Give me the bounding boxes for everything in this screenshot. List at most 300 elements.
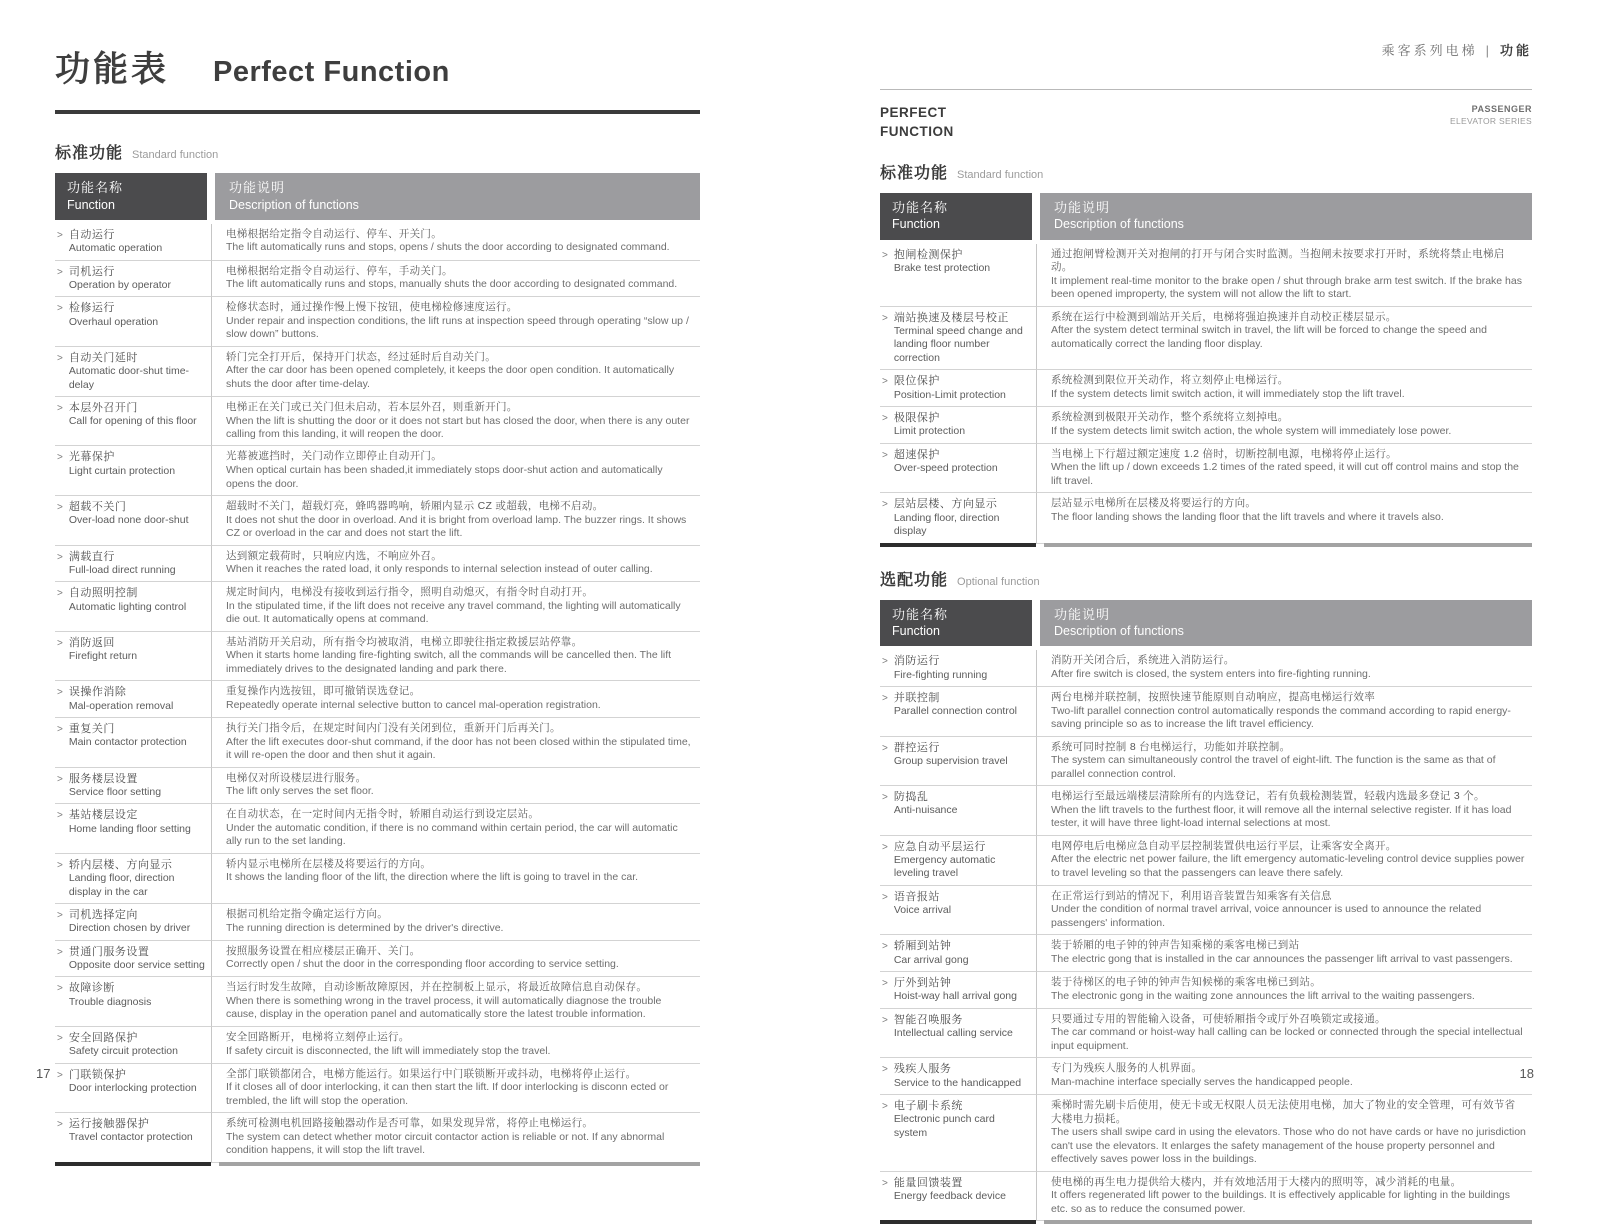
function-desc-cell — [1036, 307, 1532, 371]
function-name-en: Electronic punch card system — [894, 1113, 1030, 1140]
table-header-function — [880, 600, 1032, 647]
function-name-zh: 限位保护 — [894, 374, 1006, 388]
chevron-marker-icon: > — [882, 741, 888, 782]
function-desc-zh: 超载时不关门，超载灯亮，蜂鸣器鸣响，轿厢内显示 CZ 或超载，电梯不启动。 — [226, 500, 694, 514]
table-row — [55, 941, 700, 978]
chevron-marker-icon: > — [882, 448, 888, 489]
function-name-cell — [55, 854, 211, 904]
function-desc-zh: 在正常运行到站的情况下，利用语音装置告知乘客有关信息 — [1051, 890, 1526, 904]
table-header — [55, 173, 700, 220]
function-name-zh: 超速保护 — [894, 448, 998, 462]
chevron-marker-icon: > — [57, 1068, 63, 1109]
table-row — [880, 650, 1532, 687]
chevron-marker-icon: > — [882, 248, 888, 302]
chevron-marker-icon: > — [57, 685, 63, 713]
function-name-zh: 智能召唤服务 — [894, 1013, 1013, 1027]
function-name-cell — [55, 632, 211, 682]
function-name-zh: 误操作消除 — [69, 685, 173, 699]
table-body — [880, 244, 1532, 544]
function-desc-en: The users shall swipe card in using the elevators. Those who do not have cards or have no jurisdiction can't use the elevators. It enlarges the safety management of the house property personnel and effectively saves power loss in the buildings. — [1051, 1126, 1526, 1166]
page-title-zh: 功能表 — [55, 42, 169, 92]
table-row — [55, 1064, 700, 1114]
table-row — [880, 737, 1532, 787]
function-name-cell — [55, 977, 211, 1027]
function-name-en: Terminal speed change and landing floor number correction — [894, 325, 1030, 365]
function-name-zh: 能量回馈装置 — [894, 1176, 1006, 1190]
function-name-cell — [55, 261, 211, 298]
function-desc-cell — [1036, 836, 1532, 886]
chevron-marker-icon: > — [57, 301, 63, 342]
function-desc-en: Repeatedly operate internal selective button to cancel mal-operation registration. — [226, 699, 694, 712]
function-desc-cell — [211, 261, 700, 298]
function-desc-cell — [1036, 737, 1532, 787]
function-desc-zh: 电网停电后电梯应急自动平层控制装置供电运行平层，让乘客安全离开。 — [1051, 840, 1526, 854]
function-name-cell — [880, 1009, 1036, 1059]
function-name-zh: 消防运行 — [894, 654, 987, 668]
function-desc-en: The system can detect whether motor circuit contactor action is reliable or not. If any abnormal condition happens, it will stop the lift travel. — [226, 1131, 694, 1158]
function-name-cell — [880, 407, 1036, 444]
function-name-cell — [55, 941, 211, 978]
chevron-marker-icon: > — [57, 1117, 63, 1158]
chevron-marker-icon: > — [57, 772, 63, 800]
function-name-cell — [880, 786, 1036, 836]
function-name-cell — [880, 687, 1036, 737]
table-row — [880, 307, 1532, 371]
brand-label — [1450, 104, 1532, 127]
chevron-marker-icon: > — [882, 790, 888, 831]
function-desc-cell — [1036, 407, 1532, 444]
table-row — [55, 768, 700, 805]
function-name-zh: 轿内层楼、方向显示 — [69, 858, 205, 872]
header-function-zh: 功能名称 — [892, 606, 1022, 624]
function-name-zh: 基站楼层设定 — [69, 808, 191, 822]
chevron-marker-icon: > — [57, 351, 63, 392]
function-desc-en: When it starts home landing fire-fighting switch, all the commands will be cancelled then. The lift immediately drives to the designated landing and park there. — [226, 649, 694, 676]
table-row — [880, 370, 1532, 407]
table-body — [880, 650, 1532, 1221]
function-desc-en: It implement real-time monitor to the brake open / shut through brake arm test switch. If the brake has been opened improperty, the system will not allow the lift to start. — [1051, 275, 1526, 302]
chevron-marker-icon: > — [882, 374, 888, 402]
function-desc-zh: 装于待梯区的电子钟的钟声告知候梯的乘客电梯已到站。 — [1051, 976, 1526, 990]
chevron-marker-icon: > — [882, 497, 888, 538]
function-name-cell — [55, 768, 211, 805]
chevron-marker-icon: > — [882, 890, 888, 931]
table-row — [55, 977, 700, 1027]
function-desc-en: After the car door has been opened completely, it keeps the door open condition. It automatically shuts the door after time-delay. — [226, 364, 694, 391]
function-name-en: Home landing floor setting — [69, 823, 191, 836]
function-name-en: Landing floor, direction display in the car — [69, 872, 205, 899]
function-desc-en: If it closes all of door interlocking, it can then start the lift. If door interlocking is disconn ected or trembled, the lift will stop the operation. — [226, 1081, 694, 1108]
function-name-zh: 超载不关门 — [69, 500, 189, 514]
function-desc-cell — [1036, 786, 1532, 836]
function-desc-cell — [211, 718, 700, 768]
chevron-marker-icon: > — [882, 411, 888, 439]
chevron-marker-icon: > — [57, 265, 63, 293]
function-desc-en: When the lift travels to the furthest floor, it will remove all the internal selective register. If it has load tester, it will have three light-load internal selections at most. — [1051, 804, 1526, 831]
function-name-en: Operation by operator — [69, 279, 171, 292]
function-desc-cell — [1036, 1009, 1532, 1059]
function-name-cell — [55, 1113, 211, 1163]
function-name-cell — [880, 935, 1036, 972]
optional-function-table — [880, 600, 1532, 1224]
function-name-cell — [55, 397, 211, 447]
function-name-cell — [880, 244, 1036, 307]
function-desc-en: The lift only serves the set floor. — [226, 785, 694, 798]
function-name-zh: 群控运行 — [894, 741, 1008, 755]
function-name-cell — [55, 582, 211, 632]
function-desc-zh: 电梯运行至最远端楼层清除所有的内选登记，若有负载检测装置，轻载内选最多登记 3 个。 — [1051, 790, 1526, 804]
function-desc-en: The lift automatically runs and stops, manually shuts the door according to designated command. — [226, 278, 694, 291]
chevron-marker-icon: > — [57, 500, 63, 541]
page-number-left: 17 — [36, 1066, 50, 1081]
function-name-zh: 司机选择定向 — [69, 908, 190, 922]
function-name-zh: 服务楼层设置 — [69, 772, 161, 786]
table-header-function — [880, 193, 1032, 240]
section-standard-function-right — [880, 160, 1532, 183]
function-desc-cell — [211, 496, 700, 546]
chevron-marker-icon: > — [882, 691, 888, 732]
function-name-cell — [880, 737, 1036, 787]
header-breadcrumb — [880, 40, 1532, 59]
function-name-en: Travel contactor protection — [69, 1131, 193, 1144]
function-desc-zh: 轿门完全打开后，保持开门状态，经过延时后自动关门。 — [226, 351, 694, 365]
function-name-en: Limit protection — [894, 425, 965, 438]
section-label-zh: 标准功能 — [880, 160, 948, 183]
header-description-zh: 功能说明 — [1054, 199, 1522, 217]
table-header — [880, 600, 1532, 647]
function-name-en: Trouble diagnosis — [69, 996, 152, 1009]
table-row — [880, 935, 1532, 972]
function-desc-zh: 重复操作内选按钮，即可撤销误选登记。 — [226, 685, 694, 699]
table-row — [55, 347, 700, 397]
header-function-zh: 功能名称 — [67, 179, 197, 197]
table-row — [55, 1113, 700, 1163]
function-name-zh: 厅外到站钟 — [894, 976, 1017, 990]
function-desc-cell — [211, 546, 700, 583]
function-desc-zh: 基站消防开关启动，所有指令均被取消，电梯立即驶往指定救援层站停靠。 — [226, 636, 694, 650]
function-name-cell — [55, 681, 211, 718]
function-desc-cell — [211, 297, 700, 347]
table-row — [880, 687, 1532, 737]
function-desc-zh: 装于轿厢的电子钟的钟声告知乘梯的乘客电梯已到站 — [1051, 939, 1526, 953]
function-name-zh: 运行接触器保护 — [69, 1117, 193, 1131]
standard-function-table-right — [880, 193, 1532, 547]
table-header-description — [1040, 600, 1532, 647]
chevron-marker-icon: > — [882, 976, 888, 1004]
function-name-zh: 残疾人服务 — [894, 1062, 1021, 1076]
function-desc-en: The electric gong that is installed in the car announces the passenger lift arrival to vast passengers. — [1051, 953, 1526, 966]
table-row — [55, 854, 700, 904]
chevron-marker-icon: > — [882, 1013, 888, 1054]
standard-function-table-left — [55, 173, 700, 1166]
function-name-en: Emergency automatic leveling travel — [894, 854, 1030, 881]
chevron-marker-icon: > — [57, 401, 63, 442]
title-rule — [55, 110, 700, 114]
function-name-en: Opposite door service setting — [69, 959, 205, 972]
page-left — [55, 0, 700, 1166]
table-row — [55, 804, 700, 854]
function-desc-cell — [1036, 687, 1532, 737]
function-desc-cell — [211, 582, 700, 632]
function-name-cell — [55, 1027, 211, 1064]
chevron-marker-icon: > — [57, 981, 63, 1022]
function-name-zh: 自动照明控制 — [69, 586, 186, 600]
function-name-en: Parallel connection control — [894, 705, 1017, 718]
table-end-rule-gray — [1044, 543, 1532, 547]
function-desc-cell — [211, 681, 700, 718]
table-end-rule-dark — [880, 543, 1036, 547]
function-desc-en: If the system detects limit switch action, it will immediately stop the lift travel. — [1051, 388, 1526, 401]
function-desc-cell — [1036, 650, 1532, 687]
function-desc-cell — [211, 904, 700, 941]
page-right — [880, 0, 1532, 1224]
function-desc-en: After the electric net power failure, the lift emergency automatic-leveling control device supplies power to travel leveling so that the passengers can leave there safely. — [1051, 853, 1526, 880]
function-name-zh: 抱闸检测保护 — [894, 248, 990, 262]
table-row — [880, 444, 1532, 494]
function-name-en: Landing floor, direction display — [894, 512, 1030, 539]
function-name-zh: 并联控制 — [894, 691, 1017, 705]
function-name-en: Safety circuit protection — [69, 1045, 178, 1058]
function-name-cell — [55, 297, 211, 347]
table-end-rule-gray — [219, 1162, 700, 1166]
table-end-rule — [55, 1162, 700, 1166]
chevron-marker-icon: > — [882, 840, 888, 881]
function-name-zh: 应急自动平层运行 — [894, 840, 1030, 854]
table-header-function — [55, 173, 207, 220]
function-name-en: Car arrival gong — [894, 954, 969, 967]
function-name-cell — [880, 836, 1036, 886]
chevron-marker-icon: > — [57, 550, 63, 578]
function-desc-zh: 规定时间内，电梯没有接收到运行指令，照明自动熄灭，有指令时自动打开。 — [226, 586, 694, 600]
table-end-rule — [880, 1220, 1532, 1224]
table-end-rule-gray — [1044, 1220, 1532, 1224]
function-name-cell — [880, 886, 1036, 936]
function-desc-cell — [1036, 1058, 1532, 1095]
function-desc-zh: 当电梯上下行超过额定速度 1.2 倍时，切断控制电源，电梯将停止运行。 — [1051, 448, 1526, 462]
function-desc-en: Under the condition of normal travel arrival, voice announcer is used to announce the related passengers' information. — [1051, 903, 1526, 930]
function-desc-cell — [1036, 1095, 1532, 1172]
chevron-marker-icon: > — [57, 450, 63, 491]
function-desc-zh: 系统检测到极限开关动作，整个系统将立刻掉电。 — [1051, 411, 1526, 425]
function-name-cell — [880, 444, 1036, 494]
chevron-marker-icon: > — [57, 908, 63, 936]
function-name-zh: 层站层楼、方向显示 — [894, 497, 1030, 511]
table-row — [55, 397, 700, 447]
function-desc-cell — [211, 804, 700, 854]
function-desc-en: Under repair and inspection conditions, the lift runs at inspection speed through operating “slow up / slow down” buttons. — [226, 315, 694, 342]
function-name-en: Overhaul operation — [69, 316, 158, 329]
function-desc-en: If the system detects limit switch action, the whole system will immediately lose power. — [1051, 425, 1526, 438]
function-desc-en: The lift automatically runs and stops, opens / shuts the door according to designated command. — [226, 241, 694, 254]
function-name-en: Service to the handicapped — [894, 1077, 1021, 1090]
function-name-en: Group supervision travel — [894, 755, 1008, 768]
table-row — [880, 972, 1532, 1009]
function-desc-cell — [211, 941, 700, 978]
function-name-cell — [880, 307, 1036, 371]
function-name-en: Service floor setting — [69, 786, 161, 799]
function-desc-en: The electronic gong in the waiting zone announces the lift arrival to the waiting passengers. — [1051, 990, 1526, 1003]
table-end-rule-dark — [55, 1162, 211, 1166]
function-name-en: Call for opening of this floor — [69, 415, 197, 428]
function-name-zh: 安全回路保护 — [69, 1031, 178, 1045]
table-row — [880, 1172, 1532, 1222]
function-name-cell — [55, 546, 211, 583]
function-name-zh: 司机运行 — [69, 265, 171, 279]
table-row — [880, 786, 1532, 836]
function-name-zh: 光幕保护 — [69, 450, 175, 464]
function-desc-cell — [211, 854, 700, 904]
function-name-zh: 轿厢到站钟 — [894, 939, 969, 953]
function-name-zh: 本层外召开门 — [69, 401, 197, 415]
chevron-marker-icon: > — [57, 945, 63, 973]
table-header-description — [215, 173, 700, 220]
function-name-cell — [880, 1172, 1036, 1222]
function-desc-cell — [211, 347, 700, 397]
table-end-rule-dark — [880, 1220, 1036, 1224]
function-desc-zh: 通过抱闸臂检测开关对抱闸的打开与闭合实时监测。当抱闸未按要求打开时，系统将禁止电梯启动。 — [1051, 248, 1526, 275]
function-desc-zh: 按照服务设置在相应楼层正确开、关门。 — [226, 945, 694, 959]
function-desc-cell — [211, 224, 700, 261]
function-desc-zh: 专门为残疾人服务的人机界面。 — [1051, 1062, 1526, 1076]
function-name-cell — [55, 1064, 211, 1114]
header-description-zh: 功能说明 — [1054, 606, 1522, 624]
section-label-zh: 选配功能 — [880, 567, 948, 590]
function-desc-cell — [211, 1064, 700, 1114]
table-row — [880, 1095, 1532, 1172]
function-name-en: Main contactor protection — [69, 736, 187, 749]
section-label-zh: 标准功能 — [55, 140, 123, 163]
function-name-en: Mal-operation removal — [69, 700, 173, 713]
function-name-zh: 检修运行 — [69, 301, 158, 315]
table-row — [880, 407, 1532, 444]
function-desc-zh: 电梯根据给定指令自动运行、停车，手动关门。 — [226, 265, 694, 279]
chevron-marker-icon: > — [57, 636, 63, 677]
function-desc-zh: 系统可检测电机回路接触器动作是否可靠，如果发现异常，将停止电梯运行。 — [226, 1117, 694, 1131]
table-row — [55, 904, 700, 941]
function-name-cell — [55, 446, 211, 496]
function-desc-zh: 乘梯时需先刷卡后使用，使无卡或无权限人员无法使用电梯，加大了物业的安全管理，可有效节省大楼电力损耗。 — [1051, 1099, 1526, 1126]
function-name-zh: 故障诊断 — [69, 981, 152, 995]
function-desc-en: Two-lift parallel connection control automatically responds the command according to rapid energy-saving principle so as to increase the lift travel efficiency. — [1051, 705, 1526, 732]
function-name-zh: 电子刷卡系统 — [894, 1099, 1030, 1113]
chevron-marker-icon: > — [57, 586, 63, 627]
chevron-marker-icon: > — [57, 228, 63, 256]
perfect-function-heading — [880, 104, 954, 142]
function-desc-zh: 只要通过专用的智能输入设备，可使轿厢指令或厅外召唤锁定或接通。 — [1051, 1013, 1526, 1027]
function-desc-en: It shows the landing floor of the lift, the direction where the lift is going to travel in the car. — [226, 871, 694, 884]
function-desc-en: When optical curtain has been shaded,it immediately stops door-shut action and automatically opens the door. — [226, 464, 694, 491]
chevron-marker-icon: > — [882, 1099, 888, 1167]
page-title — [55, 42, 700, 92]
function-desc-zh: 电梯根据给定指令自动运行、停车、开关门。 — [226, 228, 694, 242]
function-desc-zh: 根据司机给定指令确定运行方向。 — [226, 908, 694, 922]
function-desc-zh: 使电梯的再生电力提供给大楼内，并有效地活用于大楼内的照明等，减少消耗的电量。 — [1051, 1176, 1526, 1190]
header-description-en: Description of functions — [229, 197, 690, 213]
function-desc-en: When it reaches the rated load, it only responds to internal selection instead of outer calling. — [226, 563, 694, 576]
header-function-en: Function — [67, 197, 197, 213]
function-desc-zh: 当运行时发生故障，自动诊断故障原因，并在控制板上显示，将最近故障信息自动保存。 — [226, 981, 694, 995]
function-desc-cell — [1036, 244, 1532, 307]
function-name-en: Firefight return — [69, 650, 137, 663]
header-rule — [880, 89, 1532, 90]
function-desc-cell — [211, 632, 700, 682]
function-desc-zh: 消防开关闭合后，系统进入消防运行。 — [1051, 654, 1526, 668]
function-desc-zh: 检修状态时，通过操作慢上慢下按钮，使电梯检修速度运行。 — [226, 301, 694, 315]
function-name-zh: 重复关门 — [69, 722, 187, 736]
function-name-zh: 贯通门服务设置 — [69, 945, 205, 959]
header-function-en: Function — [892, 216, 1022, 232]
function-desc-en: In the stipulated time, if the lift does not receive any travel command, the lighting will automatically die out. It automatically opens at command. — [226, 600, 694, 627]
table-body — [55, 224, 700, 1163]
function-desc-zh: 达到额定载荷时，只响应内选，不响应外召。 — [226, 550, 694, 564]
table-row — [55, 681, 700, 718]
chevron-marker-icon: > — [57, 1031, 63, 1059]
table-row — [880, 1058, 1532, 1095]
header-function-zh: 功能名称 — [892, 199, 1022, 217]
function-name-cell — [55, 718, 211, 768]
table-row — [55, 297, 700, 347]
function-desc-en: After the system detect terminal switch in travel, the lift will be forced to change the speed and automatically correct the landing floor display. — [1051, 324, 1526, 351]
function-name-cell — [880, 370, 1036, 407]
chevron-marker-icon: > — [882, 939, 888, 967]
function-name-zh: 自动关门延时 — [69, 351, 205, 365]
function-desc-en: When there is something wrong in the travel process, it will automatically diagnose the trouble cause, display in the operation panel and automatically store the latest trouble information. — [226, 995, 694, 1022]
function-desc-cell — [211, 977, 700, 1027]
function-desc-en: The running direction is determined by the driver's directive. — [226, 922, 694, 935]
function-desc-en: Under the automatic condition, if there is no command within certain period, the car will automatic ally run to the set landing. — [226, 822, 694, 849]
function-name-en: Full-load direct running — [69, 564, 176, 577]
function-name-en: Energy feedback device — [894, 1190, 1006, 1203]
function-name-en: Anti-nuisance — [894, 804, 958, 817]
table-row — [55, 632, 700, 682]
function-desc-en: Man-machine interface specially serves the handicapped people. — [1051, 1076, 1526, 1089]
header-separator: | — [1486, 43, 1492, 58]
function-name-en: Intellectual calling service — [894, 1027, 1013, 1040]
brand-passenger: PASSENGER — [1450, 104, 1532, 116]
function-desc-en: It offers regenerated lift power to the buildings. It is effectively applicable for lighting in the buildings etc. so as to reduce the consumed power. — [1051, 1189, 1526, 1216]
chevron-marker-icon: > — [882, 1176, 888, 1217]
header-description-en: Description of functions — [1054, 623, 1522, 639]
function-desc-zh: 系统在运行中检测到端站开关后，电梯将强迫换速并自动校正楼层显示。 — [1051, 311, 1526, 325]
function-name-cell — [880, 1058, 1036, 1095]
function-name-zh: 语音报站 — [894, 890, 951, 904]
perfect-function-line2: FUNCTION — [880, 123, 954, 142]
brand-elevator-series: ELEVATOR SERIES — [1450, 116, 1532, 127]
function-name-zh: 门联锁保护 — [69, 1068, 197, 1082]
table-row — [55, 446, 700, 496]
function-name-en: Direction chosen by driver — [69, 922, 190, 935]
function-name-zh: 端站换速及楼层号校正 — [894, 311, 1030, 325]
table-row — [880, 244, 1532, 307]
function-desc-cell — [1036, 972, 1532, 1009]
chevron-marker-icon: > — [57, 808, 63, 849]
function-name-cell — [880, 1095, 1036, 1172]
function-name-cell — [880, 972, 1036, 1009]
function-desc-en: When the lift is shutting the door or it does not start but has closed the door, when there is any outer calling from this landing, it will reopen the door. — [226, 415, 694, 442]
section-label-en: Optional function — [957, 576, 1040, 588]
chevron-marker-icon: > — [882, 311, 888, 366]
function-name-cell — [55, 496, 211, 546]
function-name-cell — [55, 224, 211, 261]
chevron-marker-icon: > — [882, 1062, 888, 1090]
function-name-en: Over-speed protection — [894, 462, 998, 475]
function-desc-en: Correctly open / shut the door in the corresponding floor according to service setting. — [226, 958, 694, 971]
function-desc-zh: 全部门联锁都闭合，电梯方能运行。如果运行中门联锁断开或抖动，电梯将停止运行。 — [226, 1068, 694, 1082]
table-row — [55, 1027, 700, 1064]
table-row — [55, 261, 700, 298]
function-name-zh: 自动运行 — [69, 228, 162, 242]
table-row — [55, 718, 700, 768]
